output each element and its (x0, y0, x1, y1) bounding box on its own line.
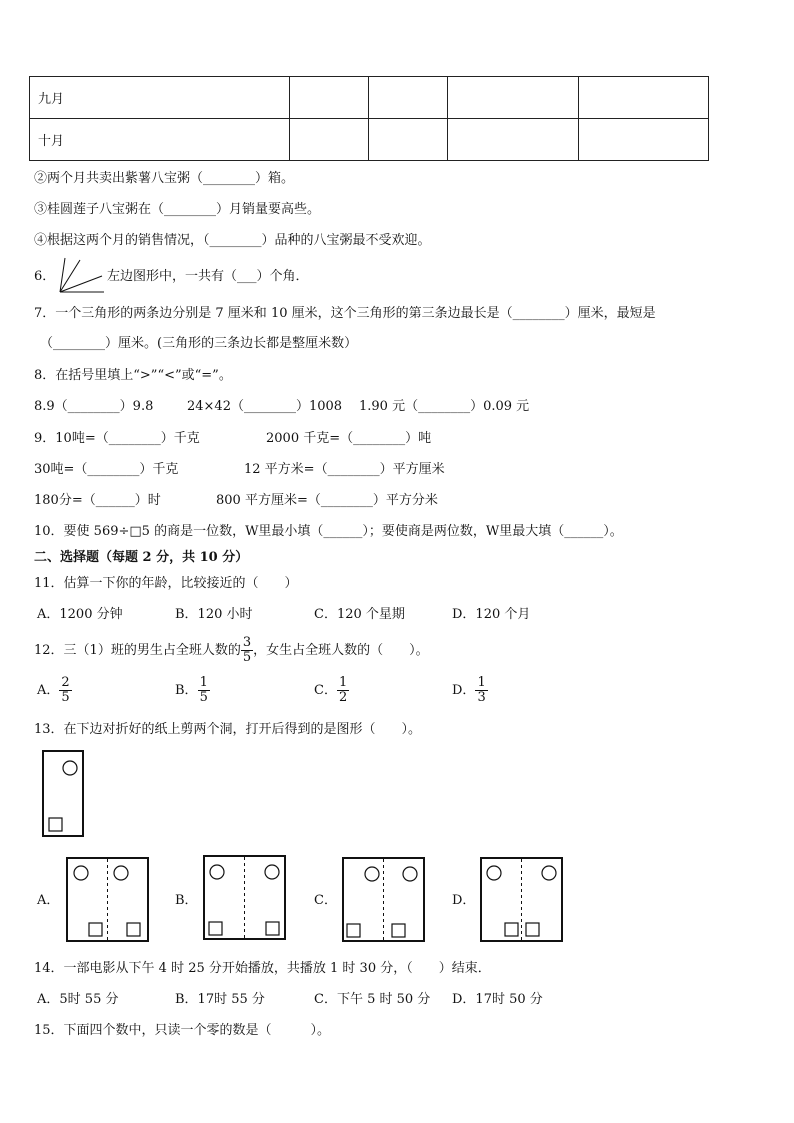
q9-item-5: 180分=（______）时 (34, 493, 161, 508)
q9-item-4: 12 平方米=（________）平方厘米 (244, 462, 445, 477)
q9-item-1: 9．10吨=（________）千克 (34, 431, 200, 446)
fraction: $\frac{1}{2}$ (338, 675, 348, 705)
q13-option-b-label: B． (175, 893, 198, 908)
table-cell (369, 77, 448, 119)
q12-option-a: A． $\frac{2}{5}$ (37, 675, 70, 705)
q14-option-d: D．17时 50 分 (452, 992, 543, 1007)
table-cell (290, 77, 369, 119)
q9-item-3: 30吨=（________）千克 (34, 462, 179, 477)
fraction: $\frac{2}{5}$ (61, 675, 70, 705)
q13-option-a-label: A． (37, 893, 60, 908)
table-cell (579, 77, 709, 119)
table-cell (448, 77, 579, 119)
sales-table (29, 76, 709, 161)
q13-option-c-figure (342, 857, 426, 943)
q12-option-c: C． $\frac{1}{2}$ (314, 675, 348, 705)
q13-option-a-figure (66, 857, 150, 943)
table-row (30, 119, 709, 161)
q13-option-b-figure (203, 855, 287, 941)
q12-option-d: D． $\frac{1}{3}$ (452, 675, 486, 705)
q12-option-b: B． $\frac{1}{5}$ (175, 675, 208, 705)
q8-item-1: 8.9（________）9.8 (34, 399, 154, 414)
q7-line2: （________）厘米。(三角形的三条边长都是整厘米数） (40, 336, 358, 351)
q13-option-d-label: D． (452, 893, 476, 908)
month-cell: 九月 (30, 77, 290, 119)
q12-stem-before: 12．三（1）班的男生占全班人数的 (34, 643, 241, 658)
q12-stem-after: ，女生占全班人数的（ ）。 (253, 643, 429, 658)
fraction: $\frac{1}{3}$ (477, 675, 486, 705)
table-cell (579, 119, 709, 161)
folded-paper-figure (42, 750, 86, 838)
q7-line1: 7．一个三角形的两条边分别是 7 厘米和 10 厘米，这个三角形的第三条边最长是（________）厘米，最短是 (34, 306, 656, 321)
section-title: 二、选择题（每题 2 分，共 10 分） (34, 550, 249, 565)
fraction: $\frac{1}{5}$ (199, 675, 208, 705)
q14-stem: 14．一部电影从下午 4 时 25 分开始播放，共播放 1 时 30 分，（ ）结束． (34, 961, 491, 976)
q11-option-a: A．1200 分钟 (37, 607, 123, 622)
q10-text: 10．要使 569÷□5 的商是一位数，W里最小填（______）；要使商是两位数，W里最大填（______）。 (34, 524, 623, 539)
table-row (30, 77, 709, 119)
table-cell (448, 119, 579, 161)
q11-option-b: B．120 小时 (175, 607, 253, 622)
q8-stem: 8．在括号里填上“>”“<”或“=”。 (34, 368, 232, 383)
angle-figure (58, 256, 106, 296)
q5-sub4: ④根据这两个月的销售情况，（________）品种的八宝粥最不受欢迎。 (34, 233, 431, 248)
month-cell: 十月 (30, 119, 290, 161)
fraction: $\frac{3}{5}$ (242, 635, 252, 665)
q8-item-3: 1.90 元（________）0.09 元 (359, 399, 530, 414)
table-cell (369, 119, 448, 161)
q6-text: 左边图形中，一共有（___）个角． (107, 269, 309, 284)
q15-stem: 15．下面四个数中，只读一个零的数是（ ）。 (34, 1023, 331, 1038)
q11-option-d: D．120 个月 (452, 607, 531, 622)
q11-option-c: C．120 个星期 (314, 607, 405, 622)
q9-item-6: 800 平方厘米=（________）平方分米 (216, 493, 438, 508)
q13-option-c-label: C． (314, 893, 337, 908)
q9-item-2: 2000 千克=（________）吨 (266, 431, 432, 446)
q8-item-2: 24×42（________）1008 (187, 399, 343, 414)
q12-stem (34, 636, 429, 666)
q14-option-a: A．5时 55 分 (37, 992, 119, 1007)
q13-option-d-figure (480, 857, 564, 943)
q5-sub3: ③桂圆莲子八宝粥在（________）月销量要高些。 (34, 202, 321, 217)
q13-stem: 13．在下边对折好的纸上剪两个洞，打开后得到的是图形（ ）。 (34, 722, 422, 737)
q11-stem: 11．估算一下你的年龄，比较接近的（ ） (34, 576, 298, 591)
q6-number: 6． (34, 269, 56, 284)
table-cell (290, 119, 369, 161)
q14-option-c: C．下午 5 时 50 分 (314, 992, 431, 1007)
q5-sub2: ②两个月共卖出紫薯八宝粥（________）箱。 (34, 171, 295, 186)
q14-option-b: B．17时 55 分 (175, 992, 265, 1007)
